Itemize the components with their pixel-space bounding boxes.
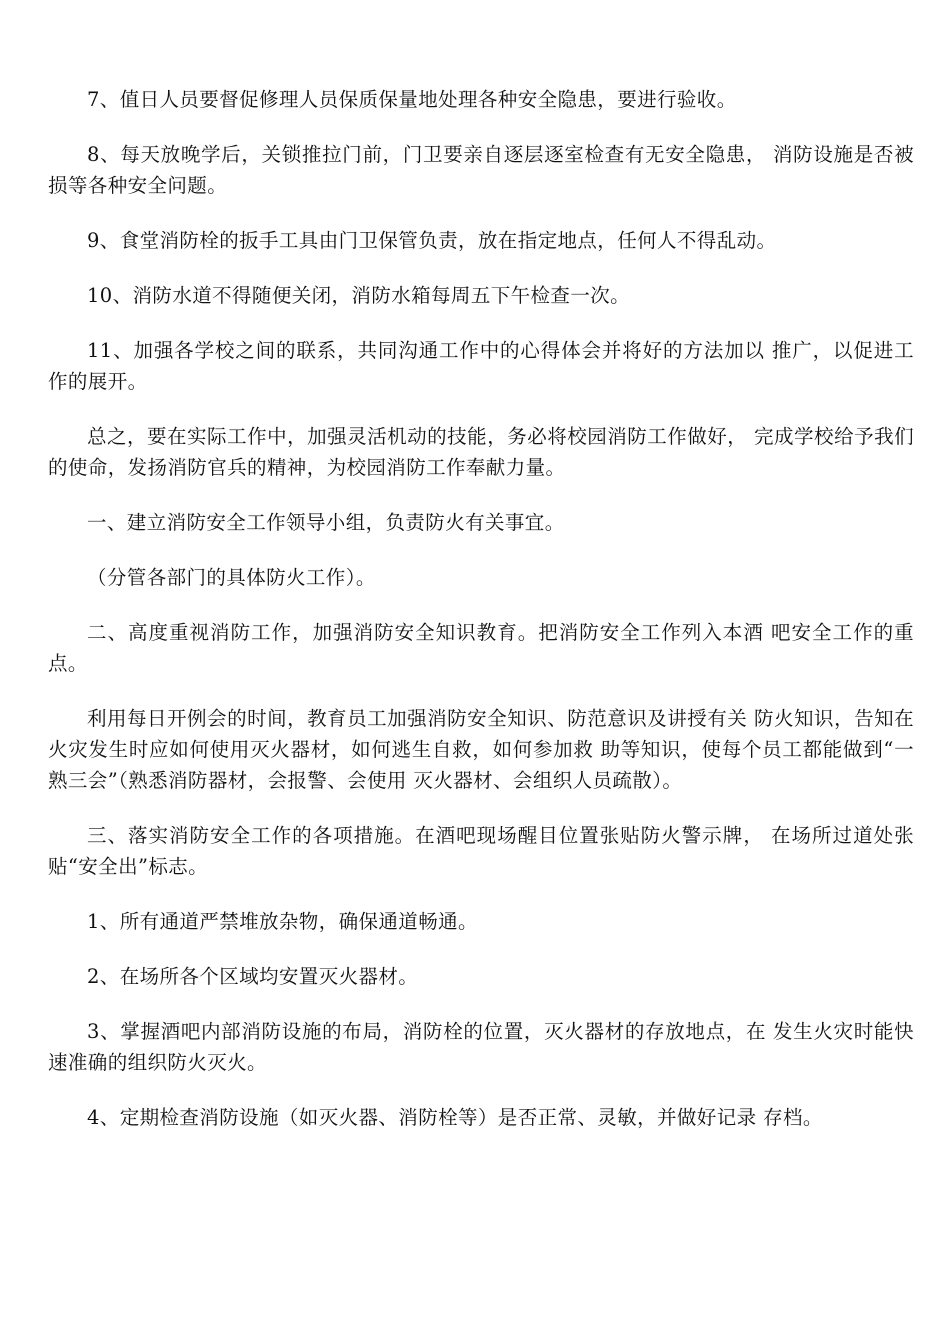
paragraph-measure-4: 4、定期检查消防设施（如灭火器、消防栓等）是否正常、灵敏，并做好记录 存档。 [87,1106,823,1129]
paragraph-section-2: 二、高度重视消防工作，加强消防安全知识教育。把消防安全工作列入本酒 吧安全工作的重点。 [48,621,914,675]
paragraph-item-9: 9、食堂消防栓的扳手工具由门卫保管负责，放在指定地点，任何人不得乱动。 [87,229,777,252]
paragraph-measure-2: 2、在场所各个区域均安置灭火器材。 [87,965,419,988]
paragraph-item-7: 7、值日人员要督促修理人员保质保量地处理各种安全隐患，要进行验收。 [87,88,737,111]
document-page [48,84,914,1157]
paragraph-summary: 总之，要在实际工作中，加强灵活机动的技能，务必将校园消防工作做好， 完成学校给予我们的使命，发扬消防官兵的精神，为校园消防工作奉献力量。 [48,425,914,479]
paragraph-section-2-detail: 利用每日开例会的时间，教育员工加强消防安全知识、防范意识及讲授有关 防火知识，告知在火灾发生时应如何使用灭火器材，如何逃生自救，如何参加救 助等知识，使每个员工都能做到“一熟三会”（熟悉消防器材，会报警、会使用 灭火器材、会组织人员疏散）。 [48,707,914,792]
paragraph-section-1-note: （分管各部门的具体防火工作）。 [87,566,376,589]
paragraph-section-1: 一、建立消防安全工作领导小组，负责防火有关事宜。 [87,511,565,534]
paragraph-item-8: 8、每天放晚学后，关锁推拉门前，门卫要亲自逐层逐室检查有无安全隐患， 消防设施是否被损等各种安全问题。 [48,143,914,197]
paragraph-measure-3: 3、掌握酒吧内部消防设施的布局，消防栓的位置，灭火器材的存放地点，在 发生火灾时能快速准确的组织防火灭火。 [48,1020,914,1074]
paragraph-measure-1: 1、所有通道严禁堆放杂物，确保通道畅通。 [87,910,478,933]
paragraph-item-10: 10、消防水道不得随便关闭，消防水箱每周五下午检查一次。 [87,284,631,307]
paragraph-section-3: 三、落实消防安全工作的各项措施。在酒吧现场醒目位置张贴防火警示牌， 在场所过道处张贴“安全出”标志。 [48,824,914,878]
paragraph-item-11: 11、加强各学校之间的联系，共同沟通工作中的心得体会并将好的方法加以 推广，以促进工作的展开。 [48,339,914,393]
